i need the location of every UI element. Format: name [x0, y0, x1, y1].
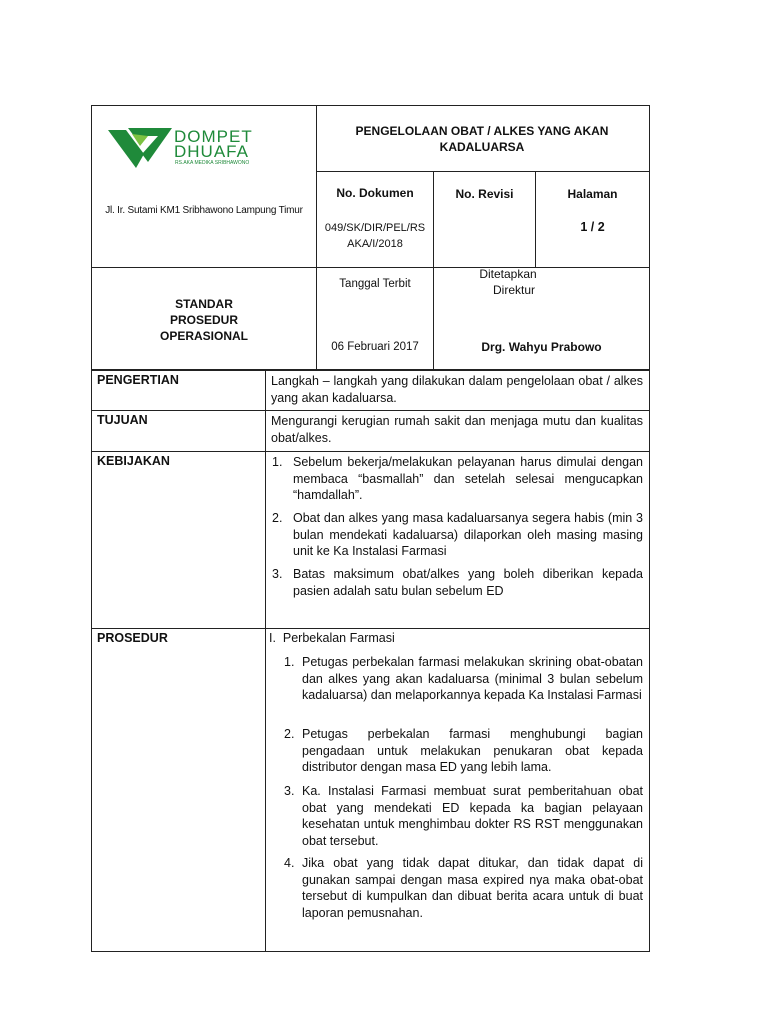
logo-brand-line2: DHUAFA [174, 142, 249, 161]
director-name: Drg. Wahyu Prabowo [481, 340, 602, 354]
no-revisi-label: No. Revisi [455, 187, 514, 201]
prosedur-item [284, 855, 643, 921]
logo-brand-line1: DOMPET [174, 127, 253, 146]
prosedur-item-text: Ka. Instalasi Farmasi membuat surat pemberitahuan obat obat yang mendekati ED kepada ka bagian pelayaan kesehatan untuk menghimbau dokter RS RST menggunakan obat tersebut. [302, 784, 643, 848]
pengertian-text: Langkah – langkah yang dilakukan dalam pengelolaan obat / alkes yang akan kadaluarsa. [271, 374, 643, 405]
prosedur-item-text: Petugas perbekalan farmasi menghubungi bagian pengadaan untuk melakukan penukaran obat kepada distributor dengan masa ED yang lebih lama. [302, 727, 643, 774]
no-dokumen-value: 049/SK/DIR/PEL/RS AKA/I/2018 [324, 222, 426, 250]
kebijakan-item [272, 454, 643, 504]
tanggal-terbit-value: 06 Februari 2017 [331, 341, 419, 353]
prosedur-item [284, 726, 643, 776]
kebijakan-item-text: Obat dan alkes yang masa kadaluarsanya segera habis (min 3 bulan mendekati kadaluarsa) dilaporkan oleh masing masing unit ke Ka Instalasi Farmasi [293, 511, 643, 558]
prosedur-item [284, 783, 643, 849]
prosedur-item-number: 4. [284, 856, 295, 870]
direktur-label: Direktur [492, 283, 535, 297]
kebijakan-item-number: 2. [272, 511, 283, 525]
tujuan-text: Mengurangi kerugian rumah sakit dan menjaga mutu dan kualitas obat/alkes. [271, 414, 643, 445]
prosedur-item-text: Petugas perbekalan farmasi melakukan skrining obat-obatan dan alkes yang akan kadaluarsa (minimal 3 bulan sebelum kadaluarsa) dan melaporkannya kepada Ka Instalasi Farmasi [302, 655, 643, 702]
prosedur-item-number: 1. [284, 655, 295, 669]
halaman-label: Halaman [567, 187, 618, 201]
prosedur-item [284, 654, 643, 704]
kebijakan-item-text: Sebelum bekerja/melakukan pelayanan harus dimulai dengan membaca “basmallah” dan setelah selesai mengucapkan “hamdallah”. [293, 455, 643, 502]
logo [106, 124, 286, 170]
no-dokumen-label: No. Dokumen [336, 186, 414, 200]
dompet-dhuafa-logo-icon [106, 124, 176, 170]
pengertian-label: PENGERTIAN [97, 373, 179, 387]
kebijakan-item-number: 1. [272, 455, 283, 469]
kebijakan-item [272, 510, 643, 560]
prosedur-heading: I. Perbekalan Farmasi [269, 631, 395, 645]
kebijakan-item-number: 3. [272, 567, 283, 581]
kebijakan-label: KEBIJAKAN [97, 454, 170, 468]
prosedur-label: PROSEDUR [97, 631, 168, 645]
kebijakan-item [272, 566, 643, 599]
prosedur-item-text: Jika obat yang tidak dapat ditukar, dan tidak dapat di gunakan sampai dengan masa expired nya maka obat-obat tersebut di kumpulkan dan dibuat berita acara untuk di buat laporan pemusnahan. [302, 856, 643, 920]
ditetapkan-label: Ditetapkan [479, 267, 537, 281]
kebijakan-item-text: Batas maksimum obat/alkes yang boleh diberikan kepada pasien adalah satu bulan sebelum ED [293, 567, 643, 598]
prosedur-item-number: 2. [284, 727, 295, 741]
tanggal-terbit-label: Tanggal Terbit [339, 278, 411, 290]
address: Jl. Ir. Sutami KM1 Sribhawono Lampung Timur [105, 205, 303, 216]
halaman-value: 1 / 2 [580, 220, 605, 234]
spo-title: STANDAR PROSEDUR OPERASIONAL [159, 297, 248, 343]
logo-sub: RS.AKA MEDIKA SRIBHAWONO [175, 160, 250, 166]
tujuan-label: TUJUAN [97, 413, 148, 427]
document-title: PENGELOLAAN OBAT / ALKES YANG AKAN KADALUARSA [355, 124, 609, 154]
prosedur-item-number: 3. [284, 784, 295, 798]
